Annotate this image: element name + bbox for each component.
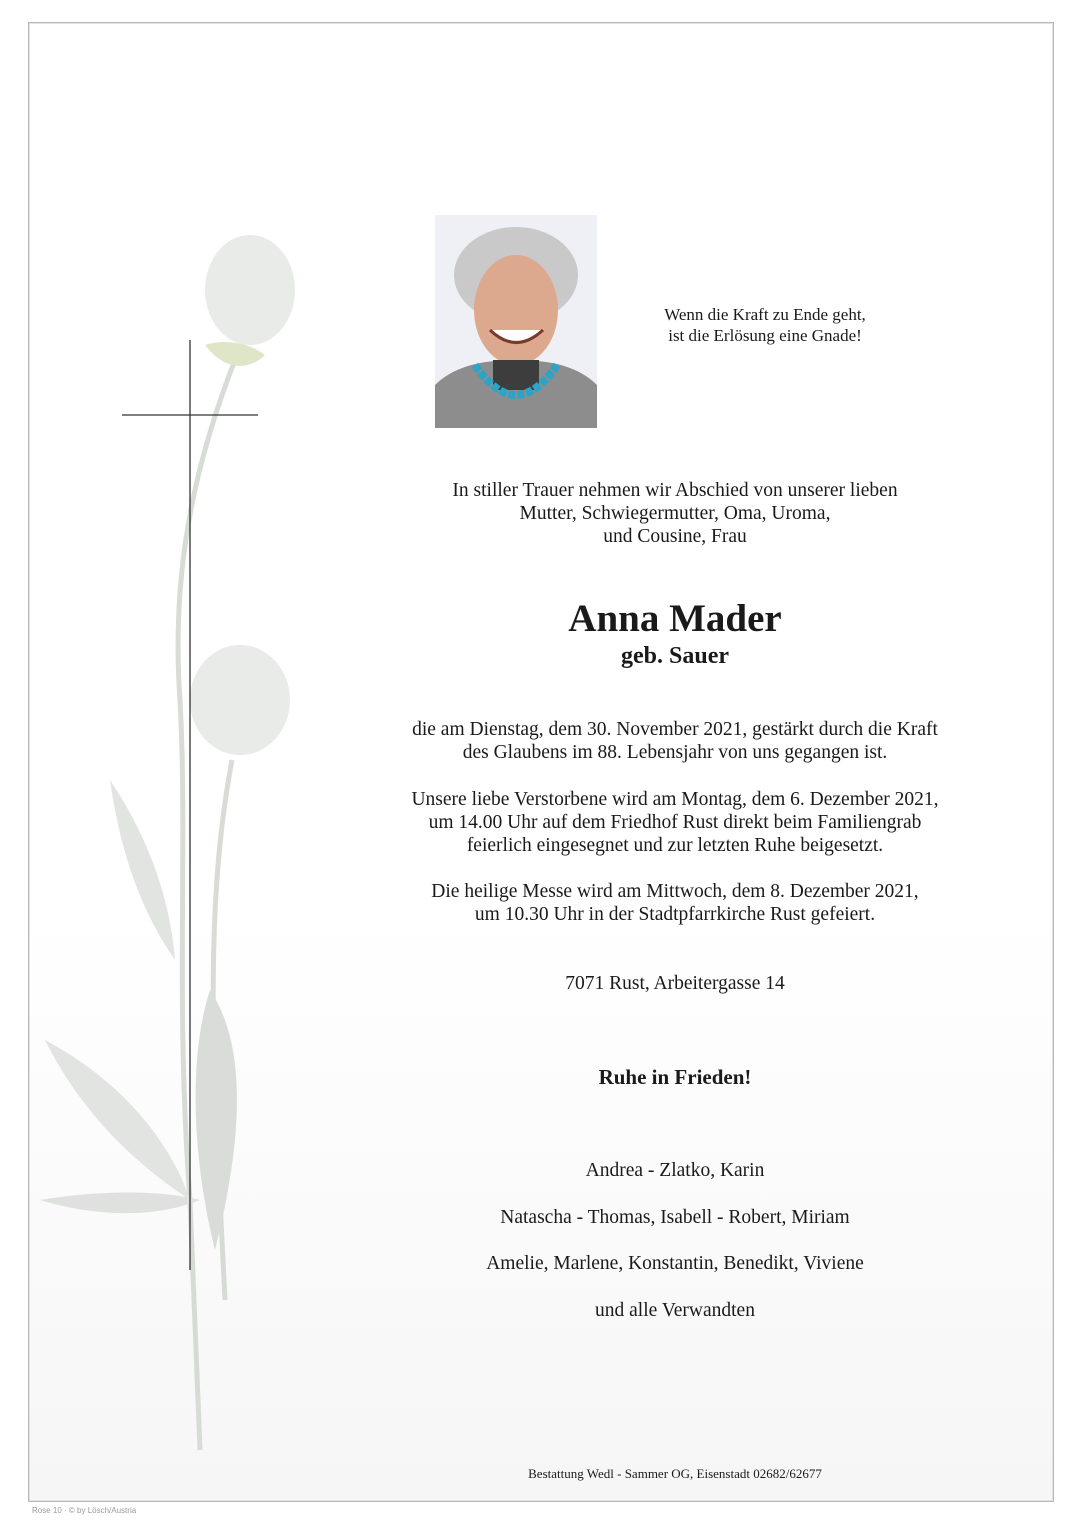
mourners-list [300, 1159, 1050, 1345]
mourner-line: Amelie, Marlene, Konstantin, Benedikt, Viviene [486, 1253, 864, 1274]
image-credit: Rose 10 · © by Lösch/Austria [32, 1506, 137, 1515]
maiden-name: geb. Sauer [621, 643, 729, 669]
address: 7071 Rust, Arbeitergasse 14 [565, 973, 785, 994]
deceased-name: Anna Mader [568, 597, 782, 640]
mourner-line: Andrea - Zlatko, Karin [585, 1160, 765, 1181]
burial-notice: Unsere liebe Verstorbene wird am Montag, dem 6. Dezember 2021, um 14.00 Uhr auf dem Friedhof Rust direkt beim Familiengrab feierlich eingesegnet und zur letzten Ruhe beigesetzt. [411, 789, 939, 856]
mass-notice: Die heilige Messe wird am Mittwoch, dem 8. Dezember 2021, um 10.30 Uhr in der Stadtpfarrkirche Rust gefeiert. [431, 881, 919, 925]
mourner-line: und alle Verwandten [595, 1299, 755, 1321]
portrait-photo [435, 215, 597, 428]
intro-text: In stiller Trauer nehmen wir Abschied von unserer lieben Mutter, Schwiegermutter, Oma, Uroma, und Cousine, Frau [452, 480, 898, 547]
funeral-home-footer: Bestattung Wedl - Sammer OG, Eisenstadt 02682/62677 [528, 1466, 822, 1481]
farewell: Ruhe in Frieden! [598, 1065, 752, 1089]
death-notice: die am Dienstag, dem 30. November 2021, gestärkt durch die Kraft des Glaubens im 88. Lebensjahr von uns gegangen ist. [412, 719, 938, 763]
mourner-line: Natascha - Thomas, Isabell - Robert, Miriam [500, 1206, 850, 1228]
quote: Wenn die Kraft zu Ende geht, ist die Erlösung eine Gnade! [664, 305, 866, 345]
